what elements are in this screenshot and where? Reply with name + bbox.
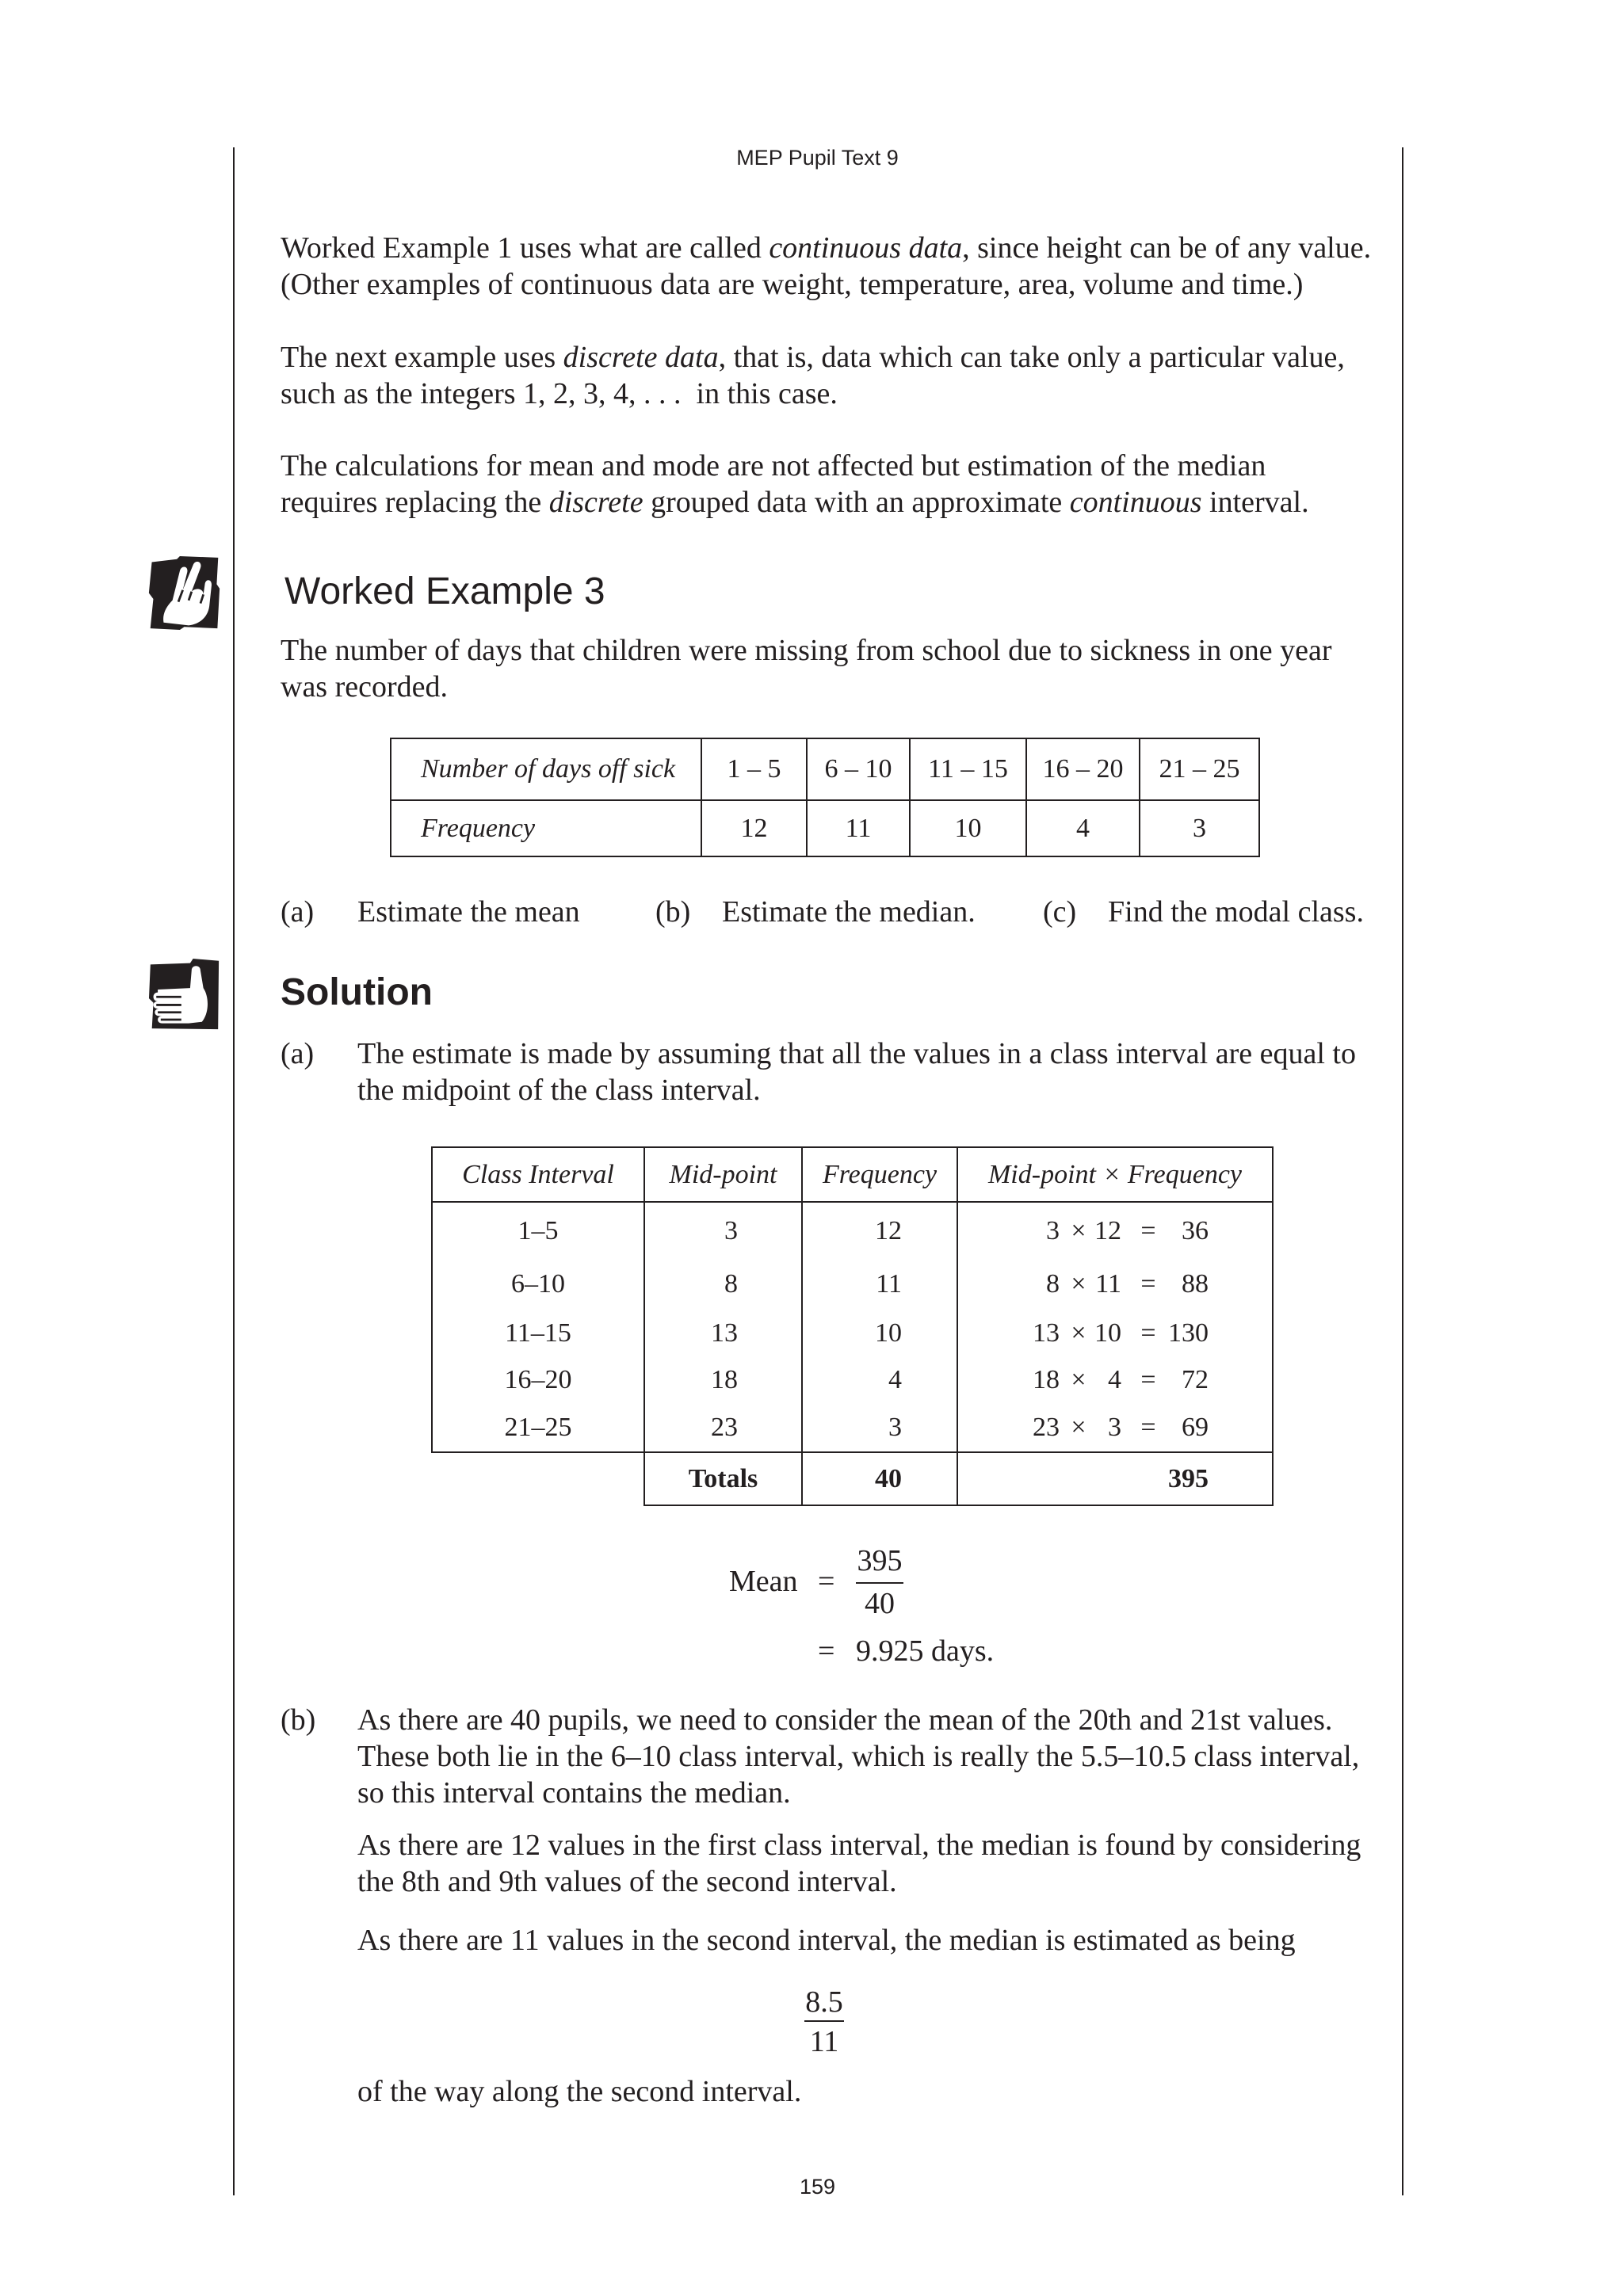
product-cell [957, 1403, 1273, 1452]
row-label-frequency: Frequency [391, 800, 701, 856]
product-result: 72 [1182, 1365, 1209, 1394]
mean-denominator: 40 [865, 1587, 895, 1620]
table-header-row [432, 1147, 1273, 1202]
frequency-cell: 10 [802, 1310, 957, 1357]
mean-result: 9.925 days. [856, 1634, 995, 1668]
question-b-text: Estimate the median. [722, 895, 976, 929]
interval-cell: 11–15 [432, 1310, 644, 1357]
product-cell [957, 1202, 1273, 1259]
text-run: , that is, data which can take only a particular value, [718, 341, 1345, 374]
row-label-days-off-sick: Number of days off sick [391, 738, 701, 800]
midpoint-cell: 3 [644, 1202, 802, 1259]
product-midpoint: 18 [1033, 1365, 1060, 1394]
frequency-cell: 3 [802, 1403, 957, 1452]
table-row [432, 1403, 1273, 1452]
interval-cell: 1–5 [432, 1202, 644, 1259]
median-fraction-numerator: 8.5 [805, 1985, 843, 2019]
midpoint-cell: 23 [644, 1403, 802, 1452]
intro-paragraph-2 [281, 339, 1345, 412]
header-class-interval: Class Interval [432, 1147, 644, 1202]
median-fraction-denominator: 11 [809, 2025, 839, 2058]
product-frequency: 3 [1108, 1412, 1121, 1442]
text-run: Worked Example 1 uses what are called [281, 231, 769, 265]
running-header: MEP Pupil Text 9 [736, 146, 899, 170]
table-row [391, 800, 1259, 856]
class-cell: 1 – 5 [701, 738, 807, 800]
product-frequency: 4 [1108, 1365, 1121, 1394]
mean-numerator: 395 [857, 1544, 903, 1577]
frequency-cell: 12 [701, 800, 807, 856]
times-sign: × [1071, 1269, 1086, 1299]
paragraph-line [281, 339, 1345, 376]
paragraph-line: As there are 12 values in the first class interval, the median is found by considering [357, 1829, 1361, 1862]
product-result: 69 [1182, 1412, 1209, 1442]
solution-b-paragraph-3 [357, 1922, 1296, 1958]
solution-a-text [357, 1035, 1356, 1108]
intro-paragraph-3 [281, 448, 1309, 521]
interval-cell: 6–10 [432, 1259, 644, 1310]
table-row [391, 738, 1259, 800]
product-result: 88 [1182, 1269, 1209, 1299]
product-cell [957, 1310, 1273, 1357]
text-run: requires replacing the [281, 486, 549, 519]
equals-sign: = [1140, 1215, 1156, 1245]
interval-cell: 16–20 [432, 1357, 644, 1403]
paragraph-line: the midpoint of the class interval. [357, 1074, 761, 1107]
totals-row [432, 1452, 1273, 1505]
italic-term: continuous data [769, 231, 963, 265]
solution-heading: Solution [281, 971, 433, 1013]
frequency-cell: 10 [910, 800, 1026, 856]
paragraph-line [281, 230, 1371, 266]
frequency-cell: 11 [807, 800, 910, 856]
product-midpoint: 8 [1046, 1269, 1060, 1299]
class-cell: 16 – 20 [1026, 738, 1140, 800]
times-sign: × [1071, 1318, 1086, 1348]
equals-sign: = [818, 1634, 835, 1668]
paragraph-line: These both lie in the 6–10 class interval, which is really the 5.5–10.5 class interval, [357, 1740, 1360, 1773]
frequency-cell: 3 [1140, 800, 1259, 856]
product-cell [957, 1259, 1273, 1310]
frequency-cell: 11 [802, 1259, 957, 1310]
paragraph-line: (Other examples of continuous data are weight, temperature, area, volume and time.) [281, 268, 1304, 301]
example-question-text [281, 632, 1332, 705]
product-midpoint: 23 [1033, 1412, 1060, 1442]
header-mid-point-times-frequency: Mid-point × Frequency [957, 1147, 1273, 1202]
solution-hand-icon [147, 959, 221, 1030]
question-c-text: Find the modal class. [1108, 895, 1364, 929]
midpoint-cell: 13 [644, 1310, 802, 1357]
worked-example-heading: Worked Example 3 [285, 570, 605, 612]
equals-sign: = [1140, 1365, 1156, 1394]
product-cell [957, 1357, 1273, 1403]
frequency-cell: 12 [802, 1202, 957, 1259]
paragraph-line: such as the integers 1, 2, 3, 4, . . . in this case. [281, 377, 838, 410]
text-run: grouped data with an approximate [643, 486, 1070, 519]
question-a-label: (a) [281, 895, 315, 929]
table-row [432, 1357, 1273, 1403]
solution-b-last-line: of the way along the second interval. [357, 2075, 802, 2108]
empty-cell [432, 1452, 644, 1505]
table-row [432, 1259, 1273, 1310]
paragraph-line: The number of days that children were missing from school due to sickness in one year [281, 634, 1332, 667]
italic-term: discrete [548, 486, 643, 519]
fraction-bar [804, 2020, 844, 2022]
product-frequency: 10 [1094, 1318, 1121, 1348]
left-margin-rule [233, 147, 235, 2195]
midpoint-frequency-table [431, 1146, 1274, 1506]
paragraph-line: so this interval contains the median. [357, 1776, 791, 1810]
paragraph-line: The calculations for mean and mode are not affected but estimation of the median [281, 449, 1266, 482]
totals-label: Totals [644, 1452, 802, 1505]
class-cell: 6 – 10 [807, 738, 910, 800]
class-cell: 11 – 15 [910, 738, 1026, 800]
paragraph-line: As there are 11 values in the second interval, the median is estimated as being [357, 1924, 1296, 1957]
product-midpoint: 13 [1033, 1318, 1060, 1348]
header-mid-point: Mid-point [644, 1147, 802, 1202]
total-product: 395 [957, 1452, 1273, 1505]
paragraph-line: the 8th and 9th values of the second interval. [357, 1865, 897, 1898]
midpoint-cell: 8 [644, 1259, 802, 1310]
question-c-label: (c) [1043, 895, 1077, 929]
equals-sign: = [1140, 1269, 1156, 1299]
fraction-bar [856, 1582, 903, 1584]
text-run: , since height can be of any value. [962, 231, 1372, 265]
interval-cell: 21–25 [432, 1403, 644, 1452]
table-row [432, 1202, 1273, 1259]
solution-b-paragraph-2 [357, 1827, 1361, 1900]
total-frequency: 40 [802, 1452, 957, 1505]
times-sign: × [1071, 1215, 1086, 1245]
paragraph-line: The estimate is made by assuming that all the values in a class interval are equal to [357, 1037, 1356, 1070]
right-margin-rule [1402, 147, 1403, 2195]
text-run: interval. [1201, 486, 1309, 519]
product-midpoint: 3 [1046, 1215, 1060, 1245]
question-b-label: (b) [655, 895, 691, 929]
italic-term: continuous [1069, 486, 1202, 519]
solution-b-paragraph-1 [357, 1702, 1359, 1811]
worked-example-hand-icon [147, 555, 221, 631]
frequency-cell: 4 [802, 1357, 957, 1403]
sick-days-frequency-table [390, 738, 1260, 857]
product-frequency: 11 [1095, 1269, 1121, 1299]
page-number: 159 [799, 2175, 836, 2199]
text-run: The next example uses [281, 341, 563, 374]
solution-b-label: (b) [281, 1703, 316, 1737]
product-frequency: 12 [1094, 1215, 1121, 1245]
times-sign: × [1071, 1412, 1086, 1442]
italic-term: discrete data [563, 341, 719, 374]
product-result: 130 [1168, 1318, 1209, 1348]
equals-sign: = [818, 1565, 835, 1598]
question-a-text: Estimate the mean [357, 895, 580, 929]
frequency-cell: 4 [1026, 800, 1140, 856]
product-result: 36 [1182, 1215, 1209, 1245]
equals-sign: = [1140, 1318, 1156, 1348]
header-frequency: Frequency [802, 1147, 957, 1202]
paragraph-line: As there are 40 pupils, we need to consider the mean of the 20th and 21st values. [357, 1703, 1333, 1737]
solution-a-label: (a) [281, 1037, 315, 1070]
intro-paragraph-1 [281, 230, 1371, 303]
table-row [432, 1310, 1273, 1357]
mean-label: Mean [729, 1565, 798, 1598]
paragraph-line: was recorded. [281, 670, 449, 704]
class-cell: 21 – 25 [1140, 738, 1259, 800]
midpoint-cell: 18 [644, 1357, 802, 1403]
equals-sign: = [1140, 1412, 1156, 1442]
paragraph-line [281, 484, 1309, 521]
times-sign: × [1071, 1365, 1086, 1394]
